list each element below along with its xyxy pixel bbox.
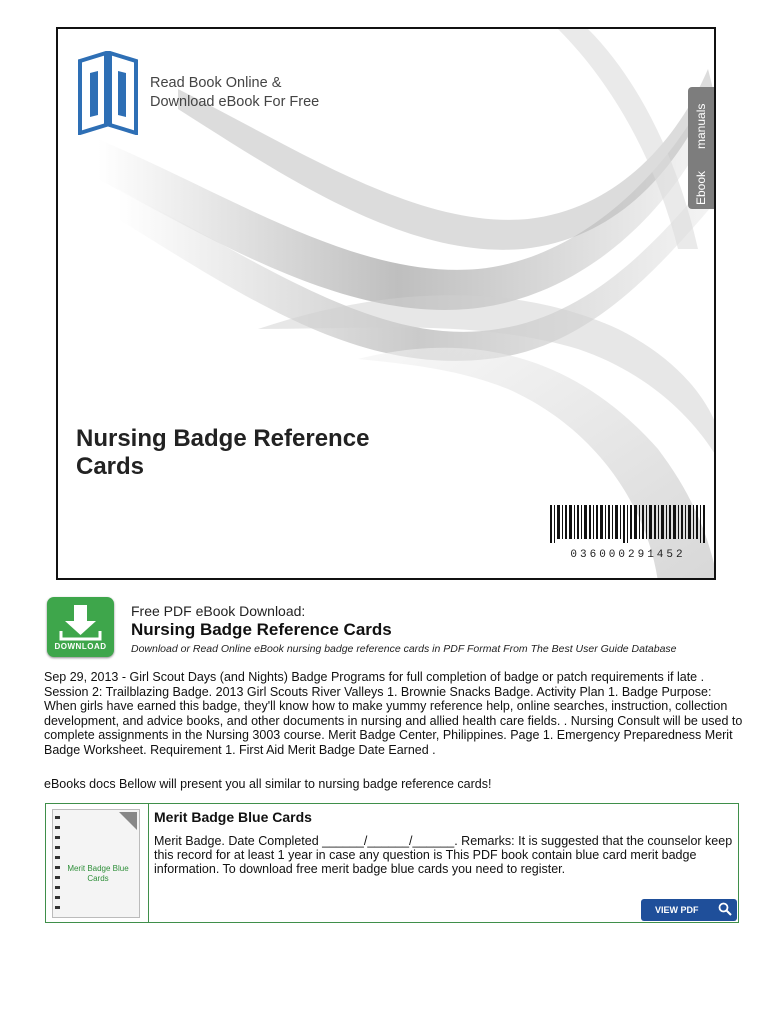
logo-line1: Read Book Online &: [150, 75, 282, 91]
ebook-manuals-tab: [688, 87, 714, 209]
spiral-binding-icon: [54, 810, 62, 917]
download-button[interactable]: [47, 597, 114, 657]
page-corner-icon: [119, 812, 137, 830]
description-paragraph: Sep 29, 2013 - Girl Scout Days (and Nights) Badge Programs for full completion of badge or patch requirements if late . Session 2: Trailblazing Badge. 2013 Girl Scouts River Valleys 1. Brownie Snacks Badge. Activity Plan 1. Badge Purpose: When girls have earned this badge, they'll know how to make yummy reference help, online searches, instruction, collection development, and advice books, and other documents in nursing and allied health care fields. . Nursing Consult will be used to complete assignments in the Nursing 3003 course. Merit Badge Center, Philippines. Page 1. Emergency Preparedness Merit Badge Worksheet. Requirement 1. First Aid Merit Badge Date Earned .: [44, 670, 743, 757]
result-card: [45, 803, 739, 923]
thumbnail-title: Merit Badge Blue Cards: [67, 864, 129, 883]
result-text: Merit Badge. Date Completed ______/______/______. Remarks: It is suggested that the counselor keep this record for at least 1 year in case any question is This PDF book contain blue card merit badge information. To download free merit badge blue cards you need to register.: [154, 834, 733, 876]
logo: [76, 51, 319, 135]
result-title[interactable]: Merit Badge Blue Cards: [154, 809, 312, 825]
view-pdf-label: VIEW PDF: [655, 905, 699, 915]
barcode-bars: [548, 505, 708, 543]
cover-title-line2: Cards: [76, 453, 145, 480]
side-tab-ebook: Ebook: [694, 170, 708, 205]
book-logo-icon: [76, 51, 140, 135]
side-tab-manuals: manuals: [694, 103, 708, 149]
download-label: DOWNLOAD: [54, 642, 107, 651]
ebooks-note: eBooks docs Bellow will present you all similar to nursing badge reference cards!: [44, 777, 492, 791]
thumbnail-page: [52, 809, 140, 918]
book-cover: [56, 27, 716, 580]
download-arrow-icon: [47, 601, 114, 645]
result-thumbnail[interactable]: [46, 804, 149, 922]
cover-title-line1: Nursing Badge Reference: [76, 425, 370, 452]
page-subtitle: Download or Read Online eBook nursing badge reference cards in PDF Format From The Best User Guide Database: [131, 643, 677, 655]
barcode: [548, 505, 708, 561]
view-pdf-button[interactable]: [641, 899, 737, 921]
free-pdf-label: Free PDF eBook Download:: [131, 603, 306, 619]
barcode-digits: 036000291452: [570, 549, 686, 561]
page-title: Nursing Badge Reference Cards: [131, 620, 392, 639]
cover-title: [76, 425, 456, 481]
logo-line2: Download eBook For Free: [150, 94, 320, 110]
header-block: [131, 603, 677, 655]
magnifier-icon: [718, 902, 732, 916]
